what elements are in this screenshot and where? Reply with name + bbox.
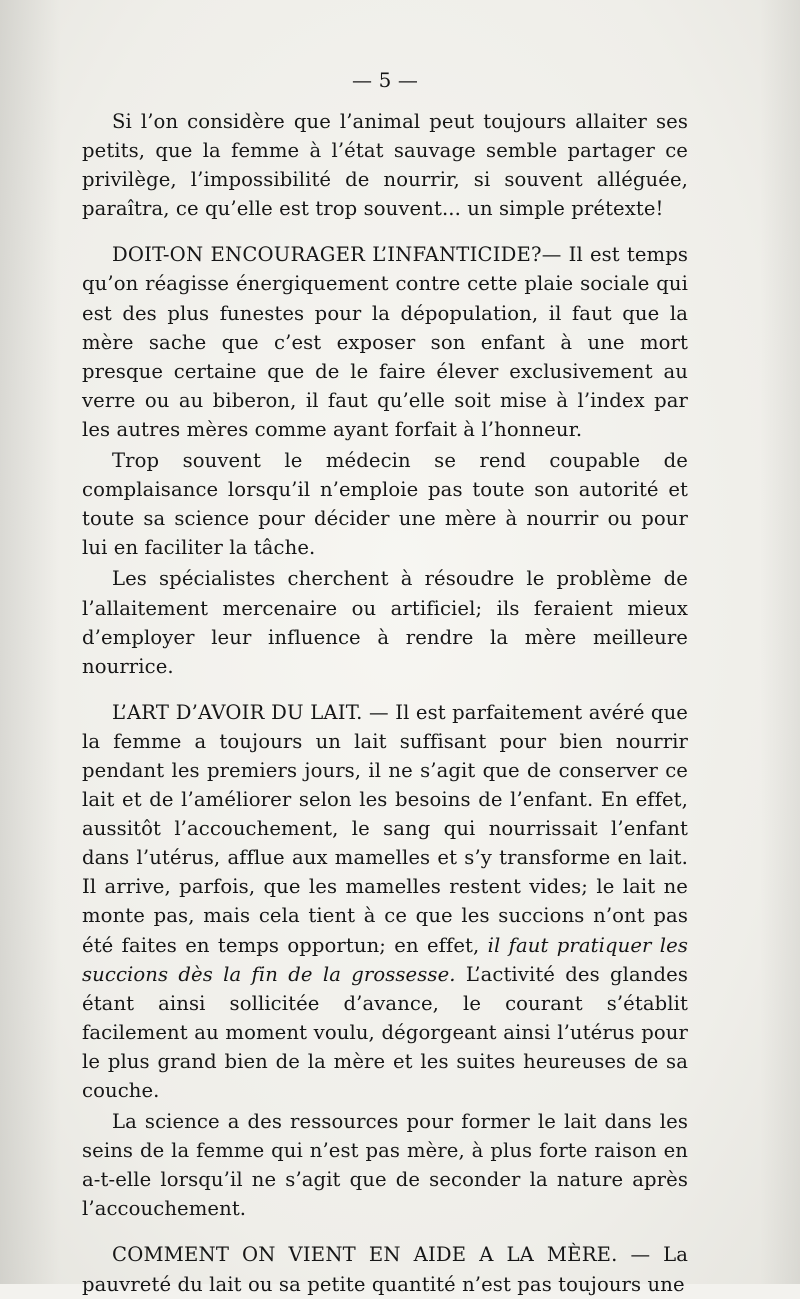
paragraph-aide-mere xyxy=(82,1240,688,1298)
page-text xyxy=(82,66,688,1299)
paragraph-4: Les spécialistes cherchent à résoudre le problème de l’allaitement mercenaire ou artificiel; ils feraient mieux d’employer leur influence à rendre la mère meilleure nourrice. xyxy=(82,567,688,678)
section-heading-art-du-lait: L’ART D’AVOIR DU LAIT. — xyxy=(112,700,389,724)
paragraph-1: Si l’on considère que l’animal peut toujours allaiter ses petits, que la femme à l’état sauvage semble partager ce privilège, l’impossibilité de nourrir, si souvent alléguée, paraîtra, ce qu’elle est trop souvent... un simple prétexte! xyxy=(82,110,688,221)
page-number: — 5 — xyxy=(352,68,418,92)
paragraph-3: Trop souvent le médecin se rend coupable de complaisance lorsqu’il n’emploie pas toute son autorité et toute sa science pour décider une mère à nourrir ou pour lui en faciliter la tâche. xyxy=(82,449,688,560)
paragraph-infanticide xyxy=(82,240,688,444)
paragraph-art-du-lait-body-b: L’activité des glandes étant ainsi sollicitée d’avance, le courant s’établit facilement au moment voulu, dégorgeant ainsi l’utérus pour le plus grand bien de la mère et les suites heureuses de sa couche. xyxy=(82,962,688,1102)
paragraph-art-du-lait xyxy=(82,698,688,1105)
italic-emphasis: il faut pratiquer les succions dès la fin de la grossesse. xyxy=(82,933,688,986)
section-heading-aide-mere: COMMENT ON VIENT EN AIDE A LA MÈRE. — xyxy=(112,1243,651,1267)
scan-shadow-left xyxy=(0,0,60,1284)
section-heading-infanticide: DOIT-ON ENCOURAGER L’INFANTICIDE?— xyxy=(112,243,562,267)
paragraph-aide-mere-body: La pauvreté du lait ou sa petite quantité n’est pas toujours une xyxy=(82,1243,688,1296)
scan-shadow-right xyxy=(760,0,800,1284)
paragraph-infanticide-body: Il est temps qu’on réagisse énergiquement contre cette plaie sociale qui est des plus funestes pour la dépopulation, il faut que la mère sache que c’est exposer son enfant à une mort presque certaine que de le faire élever exclusivement au verre ou au biberon, il faut qu’elle soit mise à l’index par les autres mères comme ayant forfait à l’honneur. xyxy=(82,243,689,441)
paragraph-6: La science a des ressources pour former le lait dans les seins de la femme qui n’est pas mère, à plus forte raison en a-t-elle lorsqu’il ne s’agit que de seconder la nature après l’accouchement. xyxy=(82,1110,688,1221)
paragraph-art-du-lait-body-a: Il est parfaitement avéré que la femme a toujours un lait suffisant pour bien nourrir pendant les premiers jours, il ne s’agit que de conserver ce lait et de l’améliorer selon les besoins de l’enfant. En effet, aussitôt l’accouchement, le sang qui nourrissait l’enfant dans l’utérus, afflue aux mamelles et s’y transforme en lait. Il arrive, parfois, que les mamelles restent vides; le lait ne monte pas, mais cela tient à ce que les succions n’ont pas été faites en temps opportun; en effet, xyxy=(82,700,688,957)
